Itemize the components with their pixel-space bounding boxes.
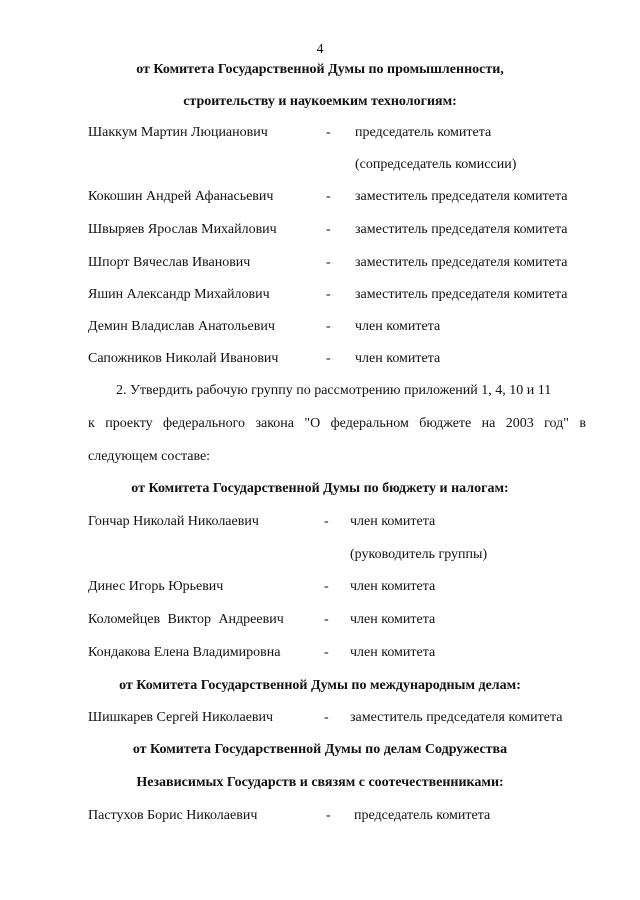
member-name: Яшин Александр Михайлович (88, 287, 270, 302)
member-dash: - (326, 319, 331, 334)
section4-heading-line2: Независимых Государств и связям с соотечественниками: (136, 775, 504, 790)
member-row (0, 125, 640, 145)
member-dash: - (326, 255, 331, 270)
member-row (0, 808, 640, 828)
member-dash: - (326, 351, 331, 366)
member-dash: - (326, 125, 331, 140)
member-row (0, 189, 640, 209)
member-name: Кокошин Андрей Афанасьевич (88, 189, 274, 204)
member-role: председатель комитета (354, 808, 491, 823)
member-dash: - (326, 808, 331, 823)
member-name: Пастухов Борис Николаевич (88, 808, 258, 823)
member-dash: - (326, 287, 331, 302)
member-dash: - (326, 189, 331, 204)
member-role: член комитета (350, 514, 436, 529)
member-role: член комитета (355, 351, 441, 366)
section2-heading: от Комитета Государственной Думы по бюджету и налогам: (131, 481, 509, 496)
member-row (0, 319, 640, 339)
member-name: Сапожников Николай Иванович (88, 351, 279, 366)
member-dash: - (324, 579, 329, 594)
member-role: член комитета (350, 645, 436, 660)
member-note: (сопредседатель комиссии) (355, 157, 517, 172)
page-number: 4 (316, 42, 324, 57)
member-row (0, 612, 640, 632)
member-role: председатель комитета (355, 125, 492, 140)
member-dash: - (324, 612, 329, 627)
member-name: Динес Игорь Юрьевич (88, 579, 224, 594)
member-row (0, 514, 640, 534)
member-role: заместитель председателя комитета (355, 255, 568, 270)
member-name: Гончар Николай Николаевич (88, 514, 259, 529)
member-row (0, 579, 640, 599)
paragraph-line-1: 2. Утвердить рабочую группу по рассмотрению приложений 1, 4, 10 и 11 (116, 383, 552, 398)
member-name: Швыряев Ярослав Михайлович (88, 222, 277, 237)
member-role: член комитета (355, 319, 441, 334)
member-role: член комитета (350, 579, 436, 594)
member-role: заместитель председателя комитета (350, 710, 563, 725)
member-row (0, 222, 640, 242)
member-row (0, 255, 640, 275)
member-role: член комитета (350, 612, 436, 627)
member-dash: - (324, 710, 329, 725)
member-row (0, 710, 640, 730)
member-dash: - (324, 645, 329, 660)
section4-heading-line1: от Комитета Государственной Думы по делам Содружества (132, 742, 508, 757)
member-name: Шпорт Вячеслав Иванович (88, 255, 251, 270)
member-role: заместитель председателя комитета (355, 222, 568, 237)
section3-heading: от Комитета Государственной Думы по международным делам: (119, 678, 521, 693)
member-name: Демин Владислав Анатольевич (88, 319, 275, 334)
member-dash: - (324, 514, 329, 529)
member-dash: - (326, 222, 331, 237)
member-row (0, 645, 640, 665)
member-name: Коломейцев Виктор Андреевич (88, 612, 284, 627)
paragraph-line-2: к проекту федерального закона "О федеральном бюджете на 2003 год" в (88, 416, 586, 431)
member-role: заместитель председателя комитета (355, 287, 568, 302)
member-name: Шаккум Мартин Люцианович (88, 125, 268, 140)
section1-heading-line2: строительству и наукоемким технологиям: (183, 94, 457, 109)
paragraph-line-3: следующем составе: (88, 449, 211, 464)
member-note: (руководитель группы) (350, 547, 488, 562)
member-name: Шишкарев Сергей Николаевич (88, 710, 274, 725)
section1-heading-line1: от Комитета Государственной Думы по промышленности, (136, 62, 504, 77)
member-role: заместитель председателя комитета (355, 189, 568, 204)
member-row (0, 287, 640, 307)
member-name: Кондакова Елена Владимировна (88, 645, 281, 660)
member-row (0, 351, 640, 371)
